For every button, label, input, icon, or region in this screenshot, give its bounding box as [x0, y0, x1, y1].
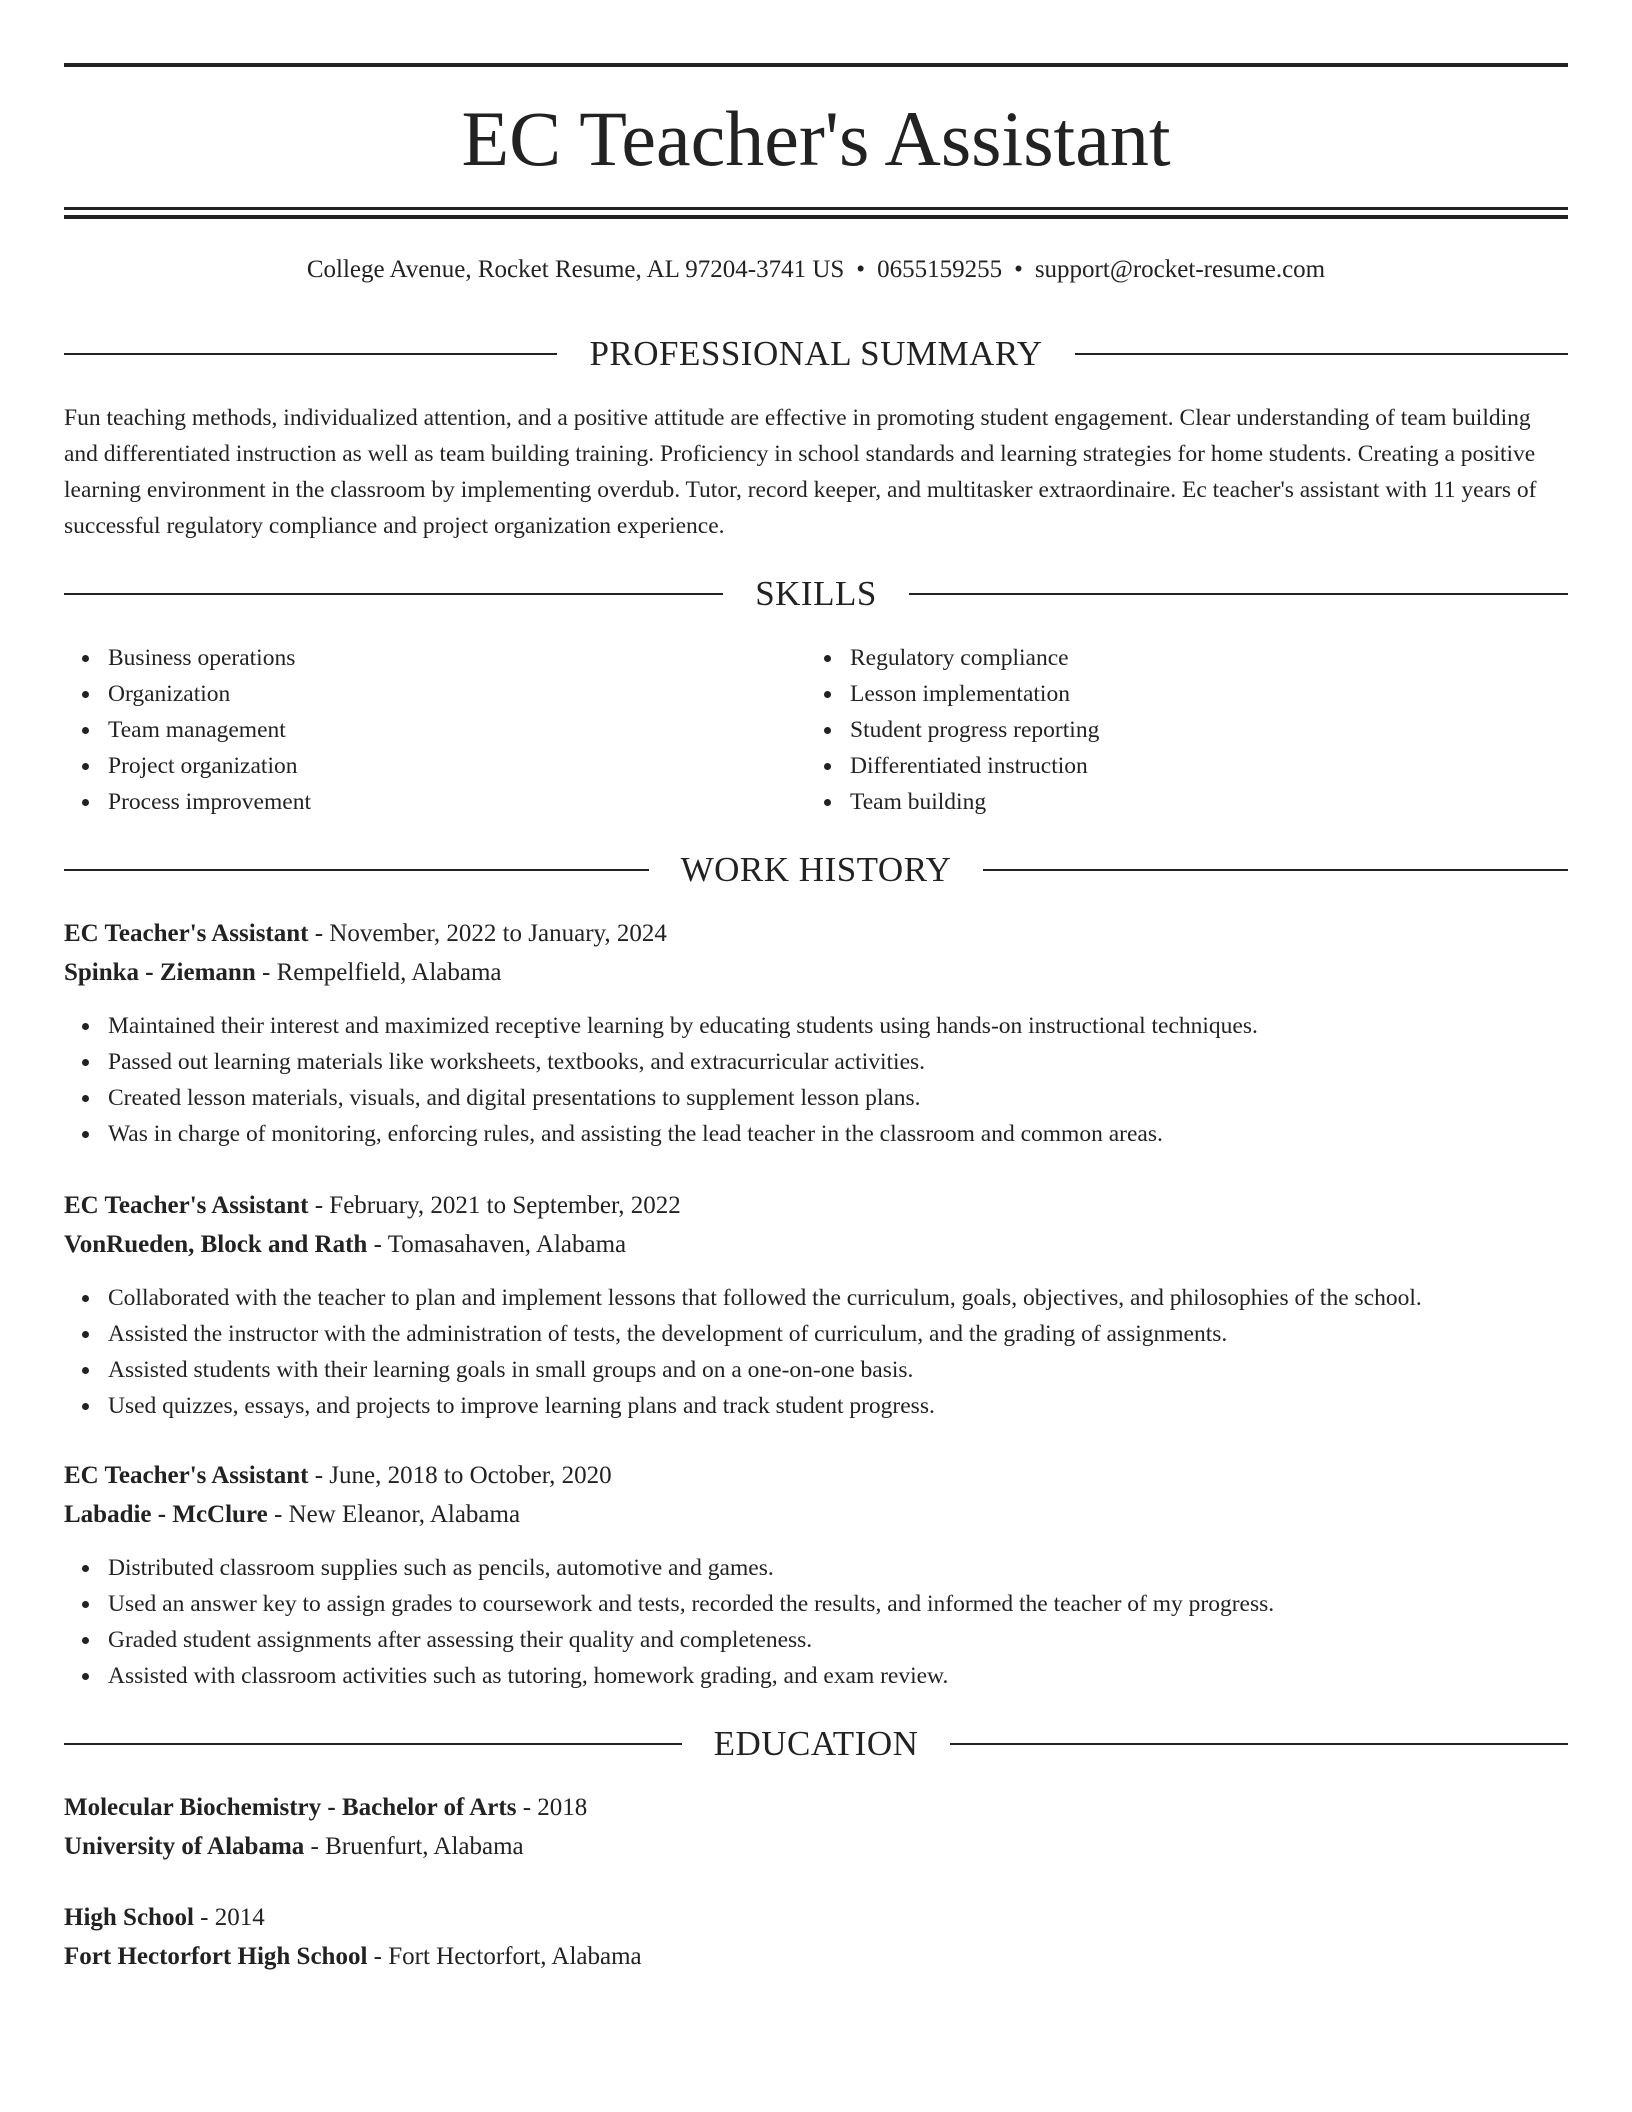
job-bullet: Used an answer key to assign grades to coursework and tests, recorded the results, and informed the teacher of my progress. — [108, 1586, 1612, 1622]
divider-line — [909, 593, 1568, 595]
divider-line — [983, 869, 1568, 871]
skill-item: Business operations — [108, 640, 311, 676]
job-title: EC Teacher's Assistant — [64, 1192, 309, 1219]
job-bullets — [64, 1550, 1612, 1694]
skills-list-left — [64, 640, 311, 820]
skills-list-right — [806, 640, 1099, 820]
education-degree: Molecular Biochemistry - Bachelor of Arts — [64, 1794, 517, 1821]
education-year: - 2014 — [193, 1904, 265, 1931]
education-degree: High School — [64, 1904, 194, 1931]
job-company-line — [64, 1497, 1568, 1533]
education-school-line — [64, 1829, 1568, 1865]
job-bullet: Created lesson materials, visuals, and digital presentations to supplement lesson plans. — [108, 1080, 1612, 1116]
job-dates: - June, 2018 to October, 2020 — [308, 1462, 612, 1489]
job-bullet: Distributed classroom supplies such as pencils, automotive and games. — [108, 1550, 1612, 1586]
job-company: VonRueden, Block and Rath — [64, 1231, 368, 1258]
education-school: Fort Hectorfort High School — [64, 1943, 368, 1970]
job-company-line — [64, 955, 1568, 991]
skill-item: Regulatory compliance — [850, 640, 1099, 676]
section-header-skills — [64, 574, 1568, 614]
skill-item: Team building — [850, 784, 1099, 820]
job-bullet: Used quizzes, essays, and projects to improve learning plans and track student progress. — [108, 1388, 1612, 1424]
section-title-summary: PROFESSIONAL SUMMARY — [589, 334, 1043, 373]
candidate-name: EC Teacher's Assistant — [461, 95, 1171, 182]
skill-item: Student progress reporting — [850, 712, 1099, 748]
divider-line — [1075, 353, 1568, 355]
skill-item: Differentiated instruction — [850, 748, 1099, 784]
job-bullet: Assisted with classroom activities such as tutoring, homework grading, and exam review. — [108, 1658, 1612, 1694]
header-top-rule — [64, 63, 1568, 67]
skill-item: Process improvement — [108, 784, 311, 820]
header-rule-lower — [64, 215, 1568, 219]
job-dates: - February, 2021 to September, 2022 — [308, 1192, 681, 1219]
job-dates: - November, 2022 to January, 2024 — [308, 920, 667, 947]
job-company: Labadie - McClure — [64, 1501, 268, 1528]
summary-paragraph: Fun teaching methods, individualized attention, and a positive attitude are effective in promoting student engagement. Clear understanding of team building and differentiated instruction as well as team building training. Proficiency in school standards and learning strategies for home students. Creating a positive learning environment in the classroom by implementing overdub. Tutor, record keeper, and multitasker extraordinaire. Ec teacher's assistant with 11 years of successful regulatory compliance and project organization experience. — [64, 405, 1537, 539]
skill-item: Organization — [108, 676, 311, 712]
education-school-line — [64, 1939, 1568, 1975]
section-header-work — [64, 850, 1568, 890]
job-title-line — [64, 1458, 1568, 1494]
job-title-line — [64, 1188, 1568, 1224]
contact-email: support@rocket-resume.com — [1034, 256, 1326, 283]
job-bullet: Was in charge of monitoring, enforcing rules, and assisting the lead teacher in the classroom and common areas. — [108, 1116, 1612, 1152]
job-title: EC Teacher's Assistant — [64, 920, 309, 947]
job-company: Spinka - Ziemann — [64, 959, 256, 986]
job-bullet: Maintained their interest and maximized receptive learning by educating students using hands-on instructional techniques. — [108, 1008, 1612, 1044]
education-year: - 2018 — [516, 1794, 588, 1821]
section-title-education: EDUCATION — [713, 1724, 919, 1763]
contact-separator: • — [856, 256, 866, 283]
job-company-line — [64, 1227, 1568, 1263]
skill-item: Team management — [108, 712, 311, 748]
divider-line — [64, 869, 649, 871]
section-header-summary — [64, 334, 1568, 374]
divider-line — [64, 353, 557, 355]
job-location: - Rempelfield, Alabama — [255, 959, 502, 986]
job-bullet: Assisted students with their learning goals in small groups and on a one-on-one basis. — [108, 1352, 1612, 1388]
contact-phone: 0655159255 — [877, 256, 1003, 283]
contact-separator: • — [1014, 256, 1023, 283]
education-degree-line — [64, 1900, 1568, 1936]
job-bullet: Graded student assignments after assessing their quality and completeness. — [108, 1622, 1612, 1658]
divider-line — [64, 593, 723, 595]
job-location: - New Eleanor, Alabama — [267, 1501, 521, 1528]
education-location: - Bruenfurt, Alabama — [304, 1833, 524, 1860]
education-school: University of Alabama — [64, 1833, 305, 1860]
education-location: - Fort Hectorfort, Alabama — [367, 1943, 642, 1970]
header-rule-upper — [64, 207, 1568, 210]
job-bullets — [64, 1280, 1612, 1424]
education-degree-line — [64, 1790, 1568, 1826]
contact-line — [64, 254, 1568, 286]
divider-line — [64, 1743, 682, 1745]
section-header-education — [64, 1724, 1568, 1764]
section-title-work: WORK HISTORY — [680, 850, 952, 889]
job-location: - Tomasahaven, Alabama — [367, 1231, 627, 1258]
job-bullets — [64, 1008, 1612, 1152]
job-bullet: Passed out learning materials like worksheets, textbooks, and extracurricular activities. — [108, 1044, 1612, 1080]
contact-address: College Avenue, Rocket Resume, AL 97204-3741 US — [306, 256, 845, 283]
skill-item: Lesson implementation — [850, 676, 1099, 712]
divider-line — [950, 1743, 1568, 1745]
section-title-skills: SKILLS — [755, 574, 877, 613]
job-bullet: Assisted the instructor with the administration of tests, the development of curriculum, and the grading of assignments. — [108, 1316, 1612, 1352]
job-bullet: Collaborated with the teacher to plan and implement lessons that followed the curriculum, goals, objectives, and philosophies of the school. — [108, 1280, 1612, 1316]
job-title: EC Teacher's Assistant — [64, 1462, 309, 1489]
job-title-line — [64, 916, 1568, 952]
skill-item: Project organization — [108, 748, 311, 784]
